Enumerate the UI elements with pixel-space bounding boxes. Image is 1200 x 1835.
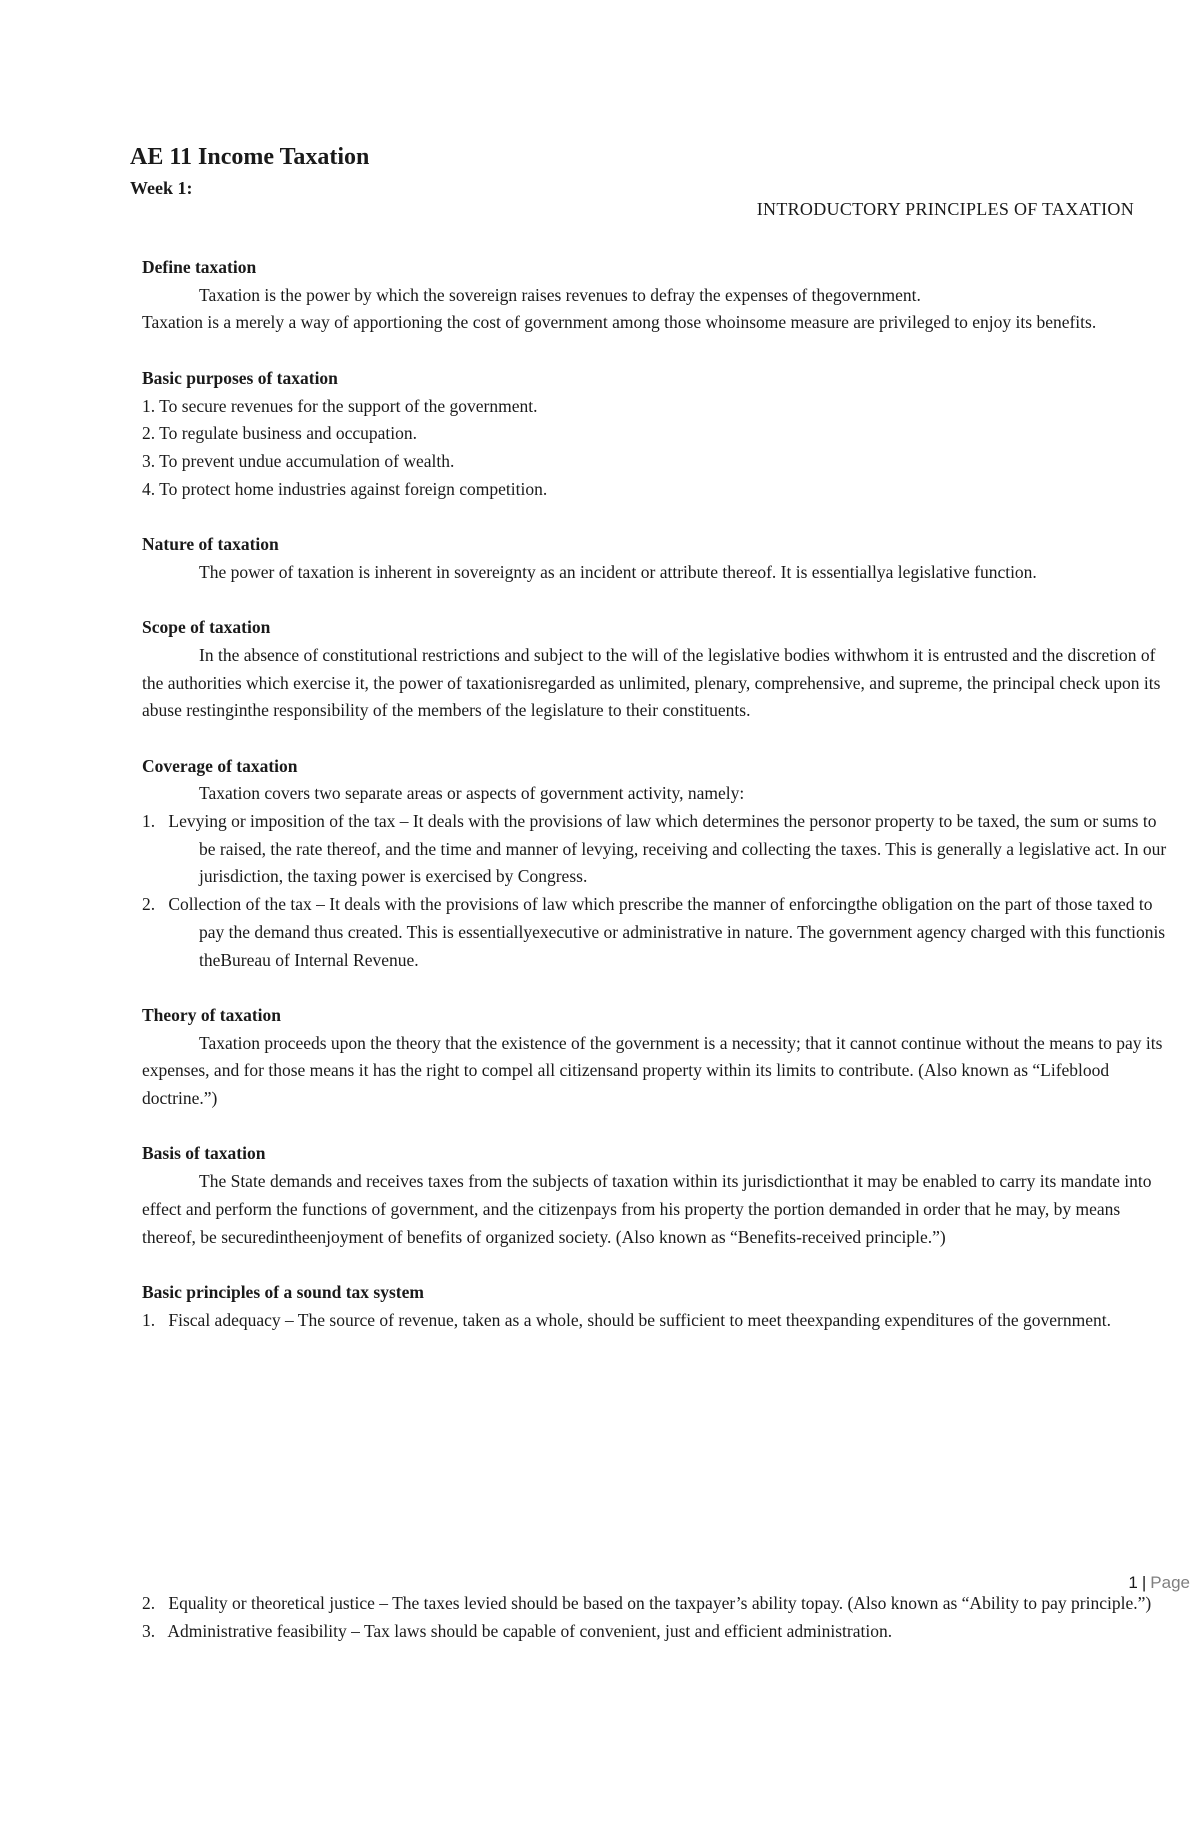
paragraph: The power of taxation is inherent in sovereignty as an incident or attribute thereof. It is essentiallya legislative function.	[199, 561, 1037, 582]
list-number: 2.	[142, 1593, 156, 1613]
section-heading: Theory of taxation	[142, 1004, 282, 1025]
list-item-text: Collection of the tax – It deals with the provisions of law which prescribe the manner of enforcingthe obligation on the part of those taxed to pay the demand thus created. This is essentiallyexecutive or administrative in nature. The government agency charged with this functionis theBureau of Internal Revenue.	[168, 894, 1166, 970]
page-separator: |	[1141, 1573, 1147, 1592]
list-item	[142, 1307, 1172, 1335]
section-nature-of-taxation	[142, 531, 1172, 586]
page-label: Page	[1150, 1573, 1190, 1592]
section-heading: Scope of taxation	[142, 617, 271, 638]
list-item-text: Administrative feasibility – Tax laws should be capable of convenient, just and efficient administration.	[167, 1620, 893, 1641]
document-body	[142, 254, 1172, 1362]
section-basis-of-taxation	[142, 1140, 1172, 1251]
list-number: 1.	[142, 811, 156, 831]
paragraph: The State demands and receives taxes from the subjects of taxation within its jurisdictionthat it may be enabled to carry its mandate into effect and perform the functions of government, and the citizenpays from his property the portion demanded in order that he may, by means thereof, be securedintheenjoyment of benefits of organized society. (Also known as “Benefits-received principle.”)	[142, 1171, 1152, 1247]
list-item	[142, 891, 1172, 974]
list-number: 1.	[142, 1309, 156, 1330]
list-item	[142, 1618, 1172, 1646]
next-page-content	[142, 1590, 1172, 1645]
section-heading: Basic principles of a sound tax system	[142, 1281, 424, 1302]
section-coverage-of-taxation	[142, 753, 1172, 975]
list-item-text: Levying or imposition of the tax – It deals with the provisions of law which determines the personor property to be taxed, the sum or sums to be raised, the rate thereof, and the time and manner of levying, receiving and collecting the taxes. This is generally a legislative act. In our jurisdiction, the taxing power is exercised by Congress.	[168, 811, 1167, 887]
list-item: 4. To protect home industries against foreign competition.	[142, 478, 548, 499]
list-item	[142, 808, 1172, 891]
section-define-taxation	[142, 254, 1172, 337]
paragraph: Taxation is the power by which the sovereign raises revenues to defray the expenses of thegovernment.	[199, 284, 921, 305]
paragraph: Taxation covers two separate areas or aspects of government activity, namely:	[199, 783, 745, 804]
document-subtitle: INTRODUCTORY PRINCIPLES OF TAXATION	[756, 199, 1134, 219]
section-heading: Nature of taxation	[142, 534, 279, 554]
section-basic-principles	[142, 1279, 1172, 1334]
list-item-text: Equality or theoretical justice – The taxes levied should be based on the taxpayer’s ability topay. (Also known as “Ability to pay principle.”)	[168, 1593, 1152, 1613]
paragraph: Taxation is a merely a way of apportioning the cost of government among those whoinsome measure are privileged to enjoy its benefits.	[142, 312, 1097, 333]
list-item: 3. To prevent undue accumulation of wealth.	[142, 450, 455, 471]
section-basic-purposes	[142, 365, 1172, 504]
document-title: AE 11 Income Taxation	[130, 144, 370, 170]
page-number: 1	[1128, 1573, 1138, 1592]
section-theory-of-taxation	[142, 1002, 1172, 1113]
section-heading: Basic purposes of taxation	[142, 367, 338, 388]
week-label: Week 1:	[130, 178, 193, 198]
paragraph: In the absence of constitutional restrictions and subject to the will of the legislative bodies withwhom it is entrusted and the discretion of the authorities which exercise it, the power of taxationisregarded as unlimited, plenary, comprehensive, and supreme, the principal check upon its abuse restinginthe responsibility of the members of the legislature to their constituents.	[142, 644, 1161, 721]
section-heading: Basis of taxation	[142, 1143, 266, 1164]
list-item-text: Fiscal adequacy – The source of revenue, taken as a whole, should be sufficient to meet theexpanding expenditures of the government.	[168, 1309, 1111, 1330]
section-heading: Define taxation	[142, 257, 257, 277]
list-item: 1. To secure revenues for the support of the government.	[142, 395, 538, 416]
section-scope-of-taxation	[142, 614, 1172, 725]
list-number: 2.	[142, 894, 156, 915]
paragraph: Taxation proceeds upon the theory that the existence of the government is a necessity; that it cannot continue without the means to pay its expenses, and for those means it has the right to compel all citizensand property within its limits to contribute. (Also known as “Lifeblood doctrine.”)	[142, 1032, 1163, 1109]
list-number: 3.	[142, 1620, 156, 1641]
list-item: 2. To regulate business and occupation.	[142, 423, 417, 444]
section-heading: Coverage of taxation	[142, 755, 298, 776]
list-item	[142, 1590, 1172, 1618]
